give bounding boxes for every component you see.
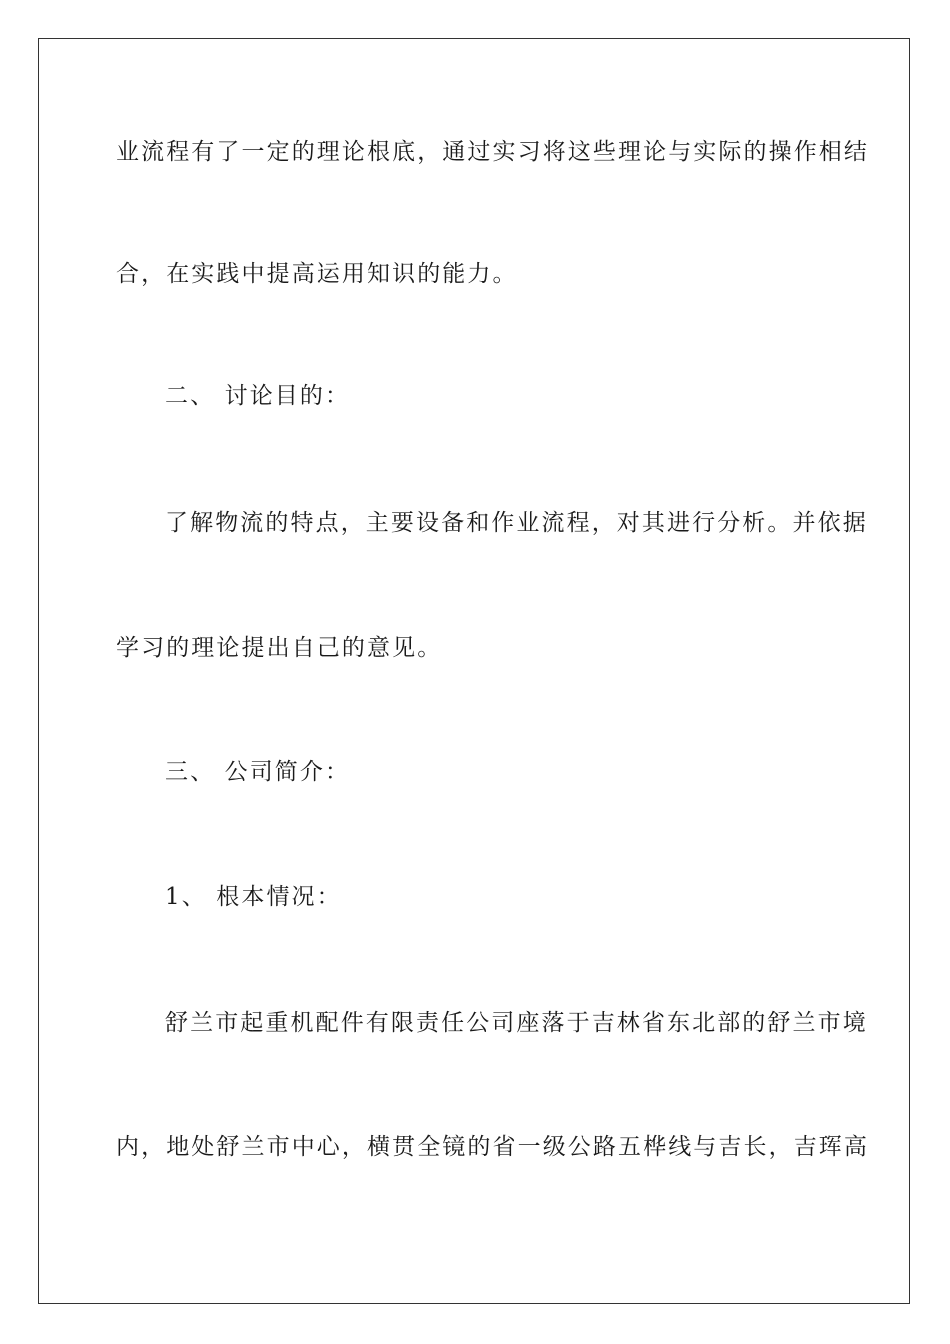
paragraph-line: 合，在实践中提高运用知识的能力。	[116, 261, 518, 287]
section-heading: 三、 公司简介：	[165, 759, 351, 785]
paragraph-line: 舒兰市起重机配件有限责任公司座落于吉林省东北部的舒兰市境	[165, 1010, 868, 1036]
paragraph-line: 内，地处舒兰市中心，横贯全镜的省一级公路五桦线与吉长，吉珲高	[116, 1134, 869, 1160]
section-heading: 二、 讨论目的：	[165, 383, 351, 409]
paragraph-line: 了解物流的特点，主要设备和作业流程，对其进行分析。并依据	[165, 510, 868, 536]
paragraph-line: 业流程有了一定的理论根底，通过实习将这些理论与实际的操作相结	[116, 139, 869, 165]
paragraph-line: 学习的理论提出自己的意见。	[116, 635, 443, 661]
page-border	[38, 38, 910, 1304]
subsection-heading: 1、 根本情况：	[165, 884, 342, 910]
